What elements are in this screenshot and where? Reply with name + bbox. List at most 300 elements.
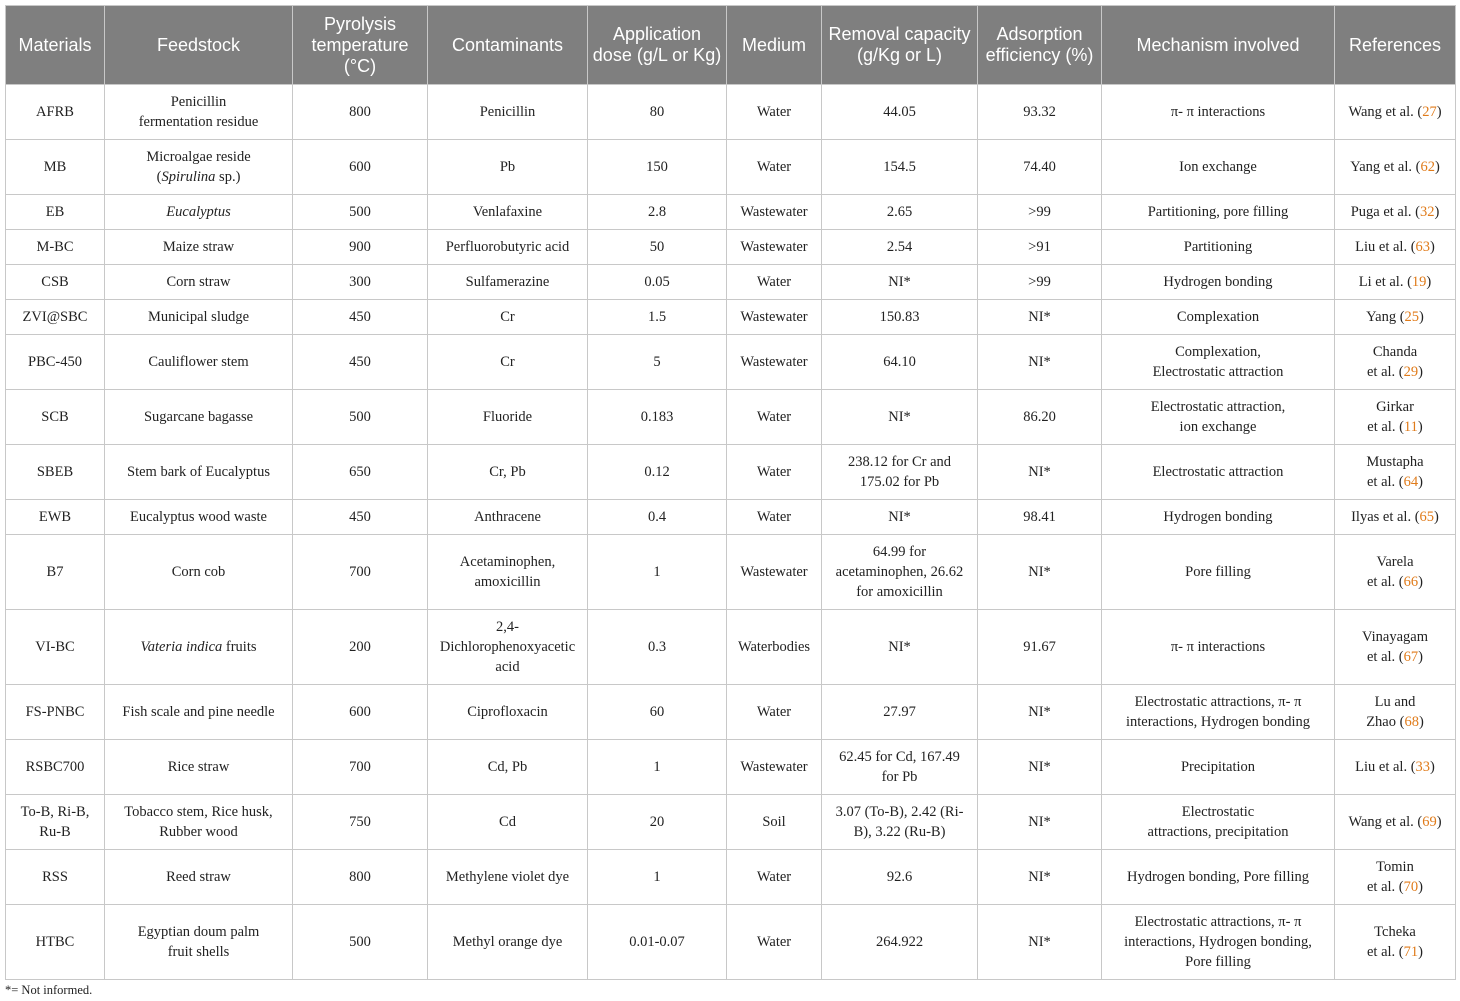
ref-text: Girkar [1376, 399, 1414, 415]
ref-text: Chanda [1372, 344, 1418, 360]
cell-line: 64.10 [883, 354, 916, 370]
cell-line: Reed straw [166, 869, 231, 885]
cell-line: Egyptian doum palm [137, 924, 260, 940]
cell-efficiency: NI* [978, 685, 1102, 740]
ref-link[interactable]: 62 [1420, 159, 1435, 175]
cell-feedstock [105, 500, 293, 535]
cell-feedstock [105, 195, 293, 230]
cell-removal [822, 335, 978, 390]
ref-text: Liu et al. ( [1355, 239, 1416, 255]
cell-removal [822, 740, 978, 795]
cell-contaminants [428, 300, 588, 335]
cell-temperature: 600 [293, 140, 428, 195]
header-materials: Materials [6, 6, 105, 85]
table-row [6, 335, 1456, 390]
italic-term: Eucalyptus [166, 204, 231, 220]
ref-text: et al. ( [1367, 879, 1404, 895]
cell-mechanism [1102, 140, 1335, 195]
cell-line: Fish scale and pine needle [122, 704, 275, 720]
cell-line: Precipitation [1180, 759, 1256, 775]
cell-feedstock [105, 685, 293, 740]
cell-removal [822, 300, 978, 335]
cell-mechanism [1102, 685, 1335, 740]
table-row [6, 740, 1456, 795]
cell-material: B7 [6, 535, 105, 610]
cell-feedstock [105, 390, 293, 445]
ref-link[interactable]: 68 [1404, 714, 1419, 730]
ref-text: Tomin [1376, 859, 1414, 875]
cell-medium: Water [727, 905, 822, 980]
cell-efficiency: NI* [978, 850, 1102, 905]
cell-removal [822, 905, 978, 980]
table-row [6, 795, 1456, 850]
cell-line: Microalgae reside [146, 149, 251, 165]
cell-removal [822, 610, 978, 685]
ref-text: Liu et al. ( [1355, 759, 1416, 775]
cell-efficiency: >99 [978, 195, 1102, 230]
ref-text: et al. ( [1367, 649, 1404, 665]
header-contaminants: Contaminants [428, 6, 588, 85]
ref-text: Yang et al. ( [1350, 159, 1421, 175]
table-body [6, 85, 1456, 980]
italic-term: Spirulina [161, 169, 216, 185]
cell-line: Fluoride [482, 409, 533, 425]
table-row [6, 535, 1456, 610]
cell-dose: 0.183 [588, 390, 727, 445]
table-row [6, 445, 1456, 500]
cell-dose: 1 [588, 740, 727, 795]
cell-medium: Water [727, 265, 822, 300]
cell-line: Eucalyptus wood waste [130, 509, 267, 525]
cell-line: fruit shells [167, 944, 230, 960]
cell-mechanism [1102, 265, 1335, 300]
cell-reference: Ilyas et al. (65) [1335, 500, 1456, 535]
cell-dose: 150 [588, 140, 727, 195]
cell-temperature: 650 [293, 445, 428, 500]
cell-material: RSBC700 [6, 740, 105, 795]
cell-feedstock [105, 850, 293, 905]
cell-line: Maize straw [162, 239, 235, 255]
ref-link[interactable]: 66 [1403, 574, 1419, 590]
cell-feedstock [105, 300, 293, 335]
cell-line: Rubber wood [159, 824, 238, 840]
header-application-dose: Application dose (g/L or Kg) [588, 6, 727, 85]
cell-line: Pb [499, 159, 516, 175]
ref-link[interactable]: 63 [1415, 239, 1431, 255]
cell-line: Cd [499, 814, 516, 830]
cell-efficiency: NI* [978, 300, 1102, 335]
cell-line: Electrostatic attraction, [1150, 399, 1286, 415]
cell-feedstock [105, 535, 293, 610]
ref-text: et al. ( [1367, 364, 1404, 380]
ref-link[interactable]: 33 [1415, 759, 1431, 775]
cell-temperature: 200 [293, 610, 428, 685]
cell-line: Partitioning [1183, 239, 1253, 255]
ref-text: Puga et al. ( [1350, 204, 1420, 220]
ref-link[interactable]: 29 [1403, 364, 1419, 380]
ref-link[interactable]: 64 [1403, 474, 1419, 490]
header-removal-capacity: Removal capacity (g/Kg or L) [822, 6, 978, 85]
cell-medium: Soil [727, 795, 822, 850]
cell-feedstock [105, 610, 293, 685]
cell-material: PBC-450 [6, 335, 105, 390]
cell-line: Methylene violet dye [445, 869, 570, 885]
cell-medium: Water [727, 140, 822, 195]
header-adsorption-efficiency: Adsorption efficiency (%) [978, 6, 1102, 85]
cell-efficiency: NI* [978, 335, 1102, 390]
cell-line: Sulfamerazine [465, 274, 550, 290]
header-feedstock: Feedstock [105, 6, 293, 85]
cell-contaminants [428, 335, 588, 390]
cell-efficiency: NI* [978, 445, 1102, 500]
ref-text: Li et al. ( [1358, 274, 1412, 290]
cell-material: FS-PNBC [6, 685, 105, 740]
cell-reference: Varela et al. (66) [1335, 535, 1456, 610]
cell-mechanism [1102, 740, 1335, 795]
cell-temperature: 300 [293, 265, 428, 300]
ref-link[interactable]: 19 [1411, 274, 1427, 290]
cell-material: EWB [6, 500, 105, 535]
cell-line: Cr, Pb [489, 464, 526, 480]
cell-removal [822, 390, 978, 445]
cell-temperature: 900 [293, 230, 428, 265]
cell-line: 64.99 for [872, 544, 927, 560]
table-row [6, 500, 1456, 535]
cell-line: B), 3.22 (Ru-B) [853, 824, 946, 840]
ref-text: Mustapha [1366, 454, 1424, 470]
cell-contaminants [428, 795, 588, 850]
cell-dose: 0.05 [588, 265, 727, 300]
cell-feedstock [105, 230, 293, 265]
header-mechanism: Mechanism involved [1102, 6, 1335, 85]
ref-link[interactable]: 25 [1404, 309, 1420, 325]
cell-material: MB [6, 140, 105, 195]
cell-efficiency: 98.41 [978, 500, 1102, 535]
cell-line: Electrostatic attraction [1152, 464, 1284, 480]
cell-reference: Lu and Zhao (68) [1335, 685, 1456, 740]
cell-reference: Chanda et al. (29) [1335, 335, 1456, 390]
cell-mechanism [1102, 335, 1335, 390]
cell-line: 2.54 [886, 239, 913, 255]
cell-contaminants [428, 740, 588, 795]
header-medium: Medium [727, 6, 822, 85]
table-row [6, 685, 1456, 740]
cell-dose: 1 [588, 535, 727, 610]
cell-efficiency: >99 [978, 265, 1102, 300]
cell-line: fermentation residue [138, 114, 259, 130]
cell-line: 62.45 for Cd, 167.49 [839, 749, 960, 765]
cell-feedstock [105, 905, 293, 980]
cell-line: Partitioning, pore filling [1147, 204, 1289, 220]
cell-line: 175.02 for Pb [859, 474, 940, 490]
cell-medium: Water [727, 390, 822, 445]
cell-medium: Water [727, 85, 822, 140]
cell-medium: Waterbodies [727, 610, 822, 685]
cell-line: NI* [888, 639, 911, 655]
table-row [6, 85, 1456, 140]
cell-medium: Wastewater [727, 195, 822, 230]
cell-line: 154.5 [883, 159, 916, 175]
cell-feedstock [105, 140, 293, 195]
cell-line: Hydrogen bonding [1163, 274, 1273, 290]
cell-line: Hydrogen bonding, Pore filling [1126, 869, 1310, 885]
cell-line: Venlafaxine [472, 204, 543, 220]
cell-line: Corn cob [171, 564, 226, 580]
cell-line: Electrostatic [1181, 804, 1255, 820]
cell-line: attractions, precipitation [1147, 824, 1289, 840]
cell-dose: 50 [588, 230, 727, 265]
cell-line: 2.65 [886, 204, 913, 220]
cell-removal [822, 195, 978, 230]
cell-reference: Tcheka et al. (71) [1335, 905, 1456, 980]
ref-text: Yang ( [1366, 309, 1405, 325]
cell-contaminants [428, 140, 588, 195]
cell-efficiency: 91.67 [978, 610, 1102, 685]
cell-line: NI* [888, 409, 911, 425]
cell-mechanism [1102, 905, 1335, 980]
ref-text: Wang et al. ( [1348, 104, 1423, 120]
cell-line: 2,4- [496, 619, 519, 635]
cell-dose: 20 [588, 795, 727, 850]
cell-line: Electrostatic attractions, π- π [1134, 914, 1302, 930]
cell-temperature: 700 [293, 535, 428, 610]
header-references: References [1335, 6, 1456, 85]
cell-temperature: 800 [293, 850, 428, 905]
cell-temperature: 450 [293, 500, 428, 535]
cell-dose: 1 [588, 850, 727, 905]
cell-line: Electrostatic attractions, π- π [1134, 694, 1302, 710]
cell-contaminants [428, 685, 588, 740]
cell-material: To-B, Ri-B, Ru-B [6, 795, 105, 850]
cell-line: Dichlorophenoxyacetic [439, 639, 576, 655]
cell-mechanism [1102, 535, 1335, 610]
table-row [6, 300, 1456, 335]
ref-link[interactable]: 67 [1403, 649, 1419, 665]
cell-reference: Yang (25) [1335, 300, 1456, 335]
table-row [6, 230, 1456, 265]
cell-line: Cauliflower stem [148, 354, 249, 370]
cell-removal [822, 685, 978, 740]
italic-term: Vateria indica [140, 639, 223, 655]
cell-material: VI-BC [6, 610, 105, 685]
cell-line [166, 204, 230, 220]
table-row [6, 265, 1456, 300]
cell-dose: 2.8 [588, 195, 727, 230]
ref-link[interactable]: 70 [1403, 879, 1419, 895]
cell-material: CSB [6, 265, 105, 300]
ref-text: Lu and [1374, 694, 1416, 710]
table-row [6, 390, 1456, 445]
cell-line: Stem bark of Eucalyptus [127, 464, 270, 480]
ref-link[interactable]: 71 [1403, 944, 1419, 960]
cell-line: Cr [500, 354, 515, 370]
cell-line: Corn straw [166, 274, 231, 290]
cell-contaminants [428, 500, 588, 535]
cell-removal [822, 535, 978, 610]
cell-material: HTBC [6, 905, 105, 980]
cell-line: π- π interactions [1170, 104, 1266, 120]
cell-mechanism [1102, 390, 1335, 445]
ref-text: Ilyas et al. ( [1351, 509, 1420, 525]
cell-line: Sugarcane bagasse [143, 409, 254, 425]
cell-efficiency: 86.20 [978, 390, 1102, 445]
cell-line: Ciprofloxacin [467, 704, 548, 720]
header-row [6, 6, 1456, 85]
cell-reference: Mustapha et al. (64) [1335, 445, 1456, 500]
cell-efficiency: NI* [978, 905, 1102, 980]
table-row [6, 195, 1456, 230]
cell-removal [822, 265, 978, 300]
ref-text: Varela [1376, 554, 1414, 570]
table-container [5, 5, 1455, 980]
cell-line: acid [495, 659, 520, 675]
ref-link[interactable]: 32 [1419, 204, 1435, 220]
cell-dose: 5 [588, 335, 727, 390]
ref-link[interactable]: 69 [1422, 814, 1437, 830]
cell-line: Penicillin [479, 104, 536, 120]
cell-reference: Wang et al. (27) [1335, 85, 1456, 140]
cell-efficiency: 93.32 [978, 85, 1102, 140]
cell-feedstock [105, 445, 293, 500]
cell-line: 3.07 (To-B), 2.42 (Ri- [835, 804, 964, 820]
cell-line: for amoxicillin [856, 584, 943, 600]
cell-line: Pore filling [1185, 954, 1251, 970]
cell-contaminants [428, 265, 588, 300]
ref-text: Vinayagam [1362, 629, 1428, 645]
cell-mechanism [1102, 230, 1335, 265]
ref-text: et al. ( [1367, 474, 1404, 490]
cell-line: Acetaminophen, [459, 554, 556, 570]
cell-material: EB [6, 195, 105, 230]
cell-material: SCB [6, 390, 105, 445]
cell-contaminants [428, 905, 588, 980]
header-pyrolysis-temperature: Pyrolysis temperature (°C) [293, 6, 428, 85]
cell-line: ion exchange [1179, 419, 1257, 435]
table-row [6, 850, 1456, 905]
biochar-table [5, 5, 1456, 980]
cell-removal [822, 795, 978, 850]
cell-dose: 0.12 [588, 445, 727, 500]
cell-mechanism [1102, 195, 1335, 230]
cell-dose: 1.5 [588, 300, 727, 335]
table-row [6, 610, 1456, 685]
cell-temperature: 500 [293, 390, 428, 445]
cell-efficiency: >91 [978, 230, 1102, 265]
cell-line: Vateria indica fruits [140, 639, 257, 655]
cell-reference: Li et al. (19) [1335, 265, 1456, 300]
cell-line: Hydrogen bonding [1163, 509, 1273, 525]
cell-line: acetaminophen, 26.62 [835, 564, 964, 580]
cell-material: SBEB [6, 445, 105, 500]
ref-link[interactable]: 27 [1422, 104, 1437, 120]
cell-line: Complexation, [1175, 344, 1261, 360]
cell-feedstock [105, 85, 293, 140]
cell-mechanism [1102, 795, 1335, 850]
cell-medium: Wastewater [727, 230, 822, 265]
cell-line: π- π interactions [1170, 639, 1266, 655]
cell-line: interactions, Hydrogen bonding [1125, 714, 1311, 730]
cell-efficiency: 74.40 [978, 140, 1102, 195]
cell-material: ZVI@SBC [6, 300, 105, 335]
cell-medium: Water [727, 850, 822, 905]
cell-medium: Wastewater [727, 335, 822, 390]
cell-reference: Liu et al. (33) [1335, 740, 1456, 795]
cell-line: Cd, Pb [487, 759, 528, 775]
cell-line: 92.6 [886, 869, 913, 885]
cell-reference: Vinayagam et al. (67) [1335, 610, 1456, 685]
cell-medium: Water [727, 445, 822, 500]
cell-mechanism [1102, 300, 1335, 335]
cell-line: Electrostatic attraction [1152, 364, 1284, 380]
cell-temperature: 450 [293, 335, 428, 390]
cell-line: 238.12 for Cr and [847, 454, 952, 470]
cell-line: Ion exchange [1179, 159, 1257, 175]
cell-reference: Liu et al. (63) [1335, 230, 1456, 265]
cell-temperature: 800 [293, 85, 428, 140]
cell-line: Rice straw [167, 759, 230, 775]
cell-line: Pore filling [1185, 564, 1251, 580]
cell-medium: Water [727, 500, 822, 535]
cell-medium: Wastewater [727, 300, 822, 335]
cell-temperature: 750 [293, 795, 428, 850]
cell-line: Anthracene [474, 509, 541, 525]
cell-dose: 0.3 [588, 610, 727, 685]
ref-text: Wang et al. ( [1348, 814, 1423, 830]
cell-line: Cr [500, 309, 515, 325]
cell-efficiency: NI* [978, 535, 1102, 610]
cell-efficiency: NI* [978, 795, 1102, 850]
cell-temperature: 700 [293, 740, 428, 795]
cell-removal [822, 85, 978, 140]
cell-dose: 0.4 [588, 500, 727, 535]
cell-dose: 0.01-0.07 [588, 905, 727, 980]
cell-line: for Pb [881, 769, 918, 785]
footnote: *= Not informed. [5, 983, 93, 997]
cell-removal [822, 500, 978, 535]
cell-mechanism [1102, 85, 1335, 140]
ref-text: Tcheka [1374, 924, 1416, 940]
cell-medium: Wastewater [727, 740, 822, 795]
cell-mechanism [1102, 445, 1335, 500]
cell-reference: Tomin et al. (70) [1335, 850, 1456, 905]
cell-removal [822, 850, 978, 905]
cell-line: amoxicillin [474, 574, 541, 590]
cell-line: Complexation [1176, 309, 1260, 325]
cell-line: Penicillin [170, 94, 227, 110]
cell-mechanism [1102, 610, 1335, 685]
cell-line: NI* [888, 274, 911, 290]
cell-line: Methyl orange dye [452, 934, 563, 950]
cell-medium: Water [727, 685, 822, 740]
cell-reference: Yang et al. (62) [1335, 140, 1456, 195]
cell-material: AFRB [6, 85, 105, 140]
cell-removal [822, 445, 978, 500]
cell-dose: 60 [588, 685, 727, 740]
cell-mechanism [1102, 850, 1335, 905]
cell-contaminants [428, 195, 588, 230]
ref-link[interactable]: 65 [1419, 509, 1435, 525]
cell-medium: Wastewater [727, 535, 822, 610]
ref-link[interactable]: 11 [1403, 419, 1418, 435]
cell-contaminants [428, 610, 588, 685]
cell-line: (Spirulina sp.) [156, 169, 241, 185]
cell-reference: Wang et al. (69) [1335, 795, 1456, 850]
cell-contaminants [428, 230, 588, 265]
cell-reference: Puga et al. (32) [1335, 195, 1456, 230]
cell-feedstock [105, 335, 293, 390]
cell-line: Tobacco stem, Rice husk, [124, 804, 273, 820]
ref-text: et al. ( [1367, 419, 1404, 435]
